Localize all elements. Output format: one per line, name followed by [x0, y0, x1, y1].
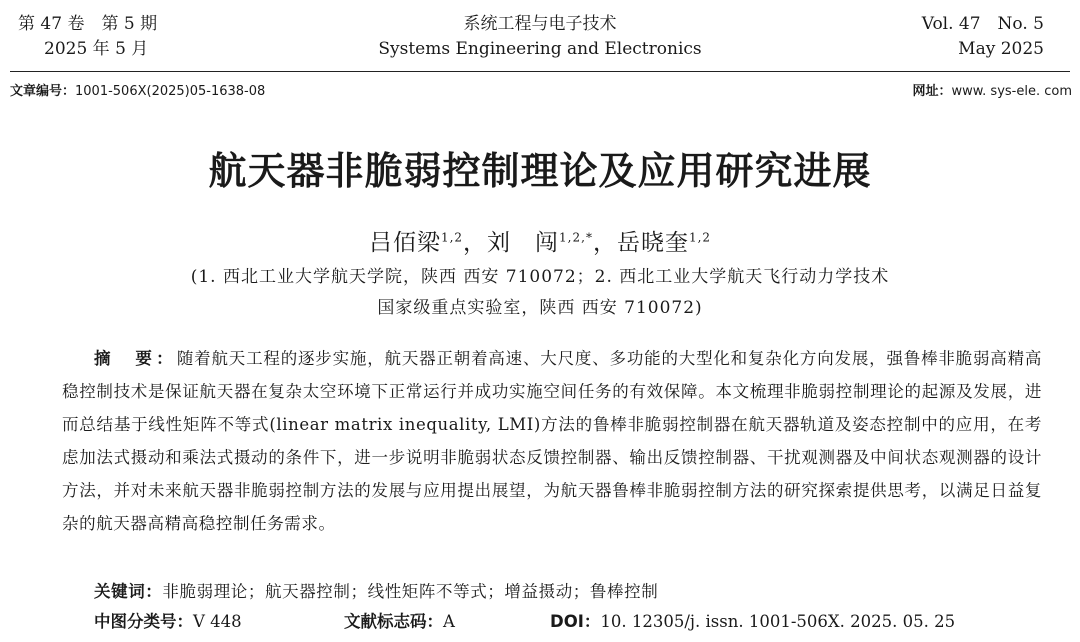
- journal-name-en: Systems Engineering and Electronics: [378, 39, 702, 59]
- document-code-value: A: [443, 612, 455, 631]
- article-number-value: 1001-506X(2025)05-1638-08: [75, 84, 266, 99]
- website-label: 网址：: [912, 84, 952, 99]
- doi: [550, 608, 955, 632]
- doi-label: DOI：: [550, 612, 601, 631]
- document-code-label: 文献标志码：: [344, 612, 443, 631]
- website: [912, 80, 1072, 99]
- paper-title: 航天器非脆弱控制理论及应用研究进展: [208, 149, 872, 193]
- keywords-text: 非脆弱理论；航天器控制；线性矩阵不等式；增益摄动；鲁棒控制: [162, 582, 659, 601]
- classification-number: [94, 608, 242, 632]
- author-affiliation-mark: 1,2: [440, 230, 464, 245]
- article-number-label: 文章编号：: [10, 84, 76, 99]
- classification-label: 中图分类号：: [94, 612, 193, 631]
- author-name: 岳晓奎: [616, 230, 689, 256]
- date-cn: 2025 年 5 月: [44, 39, 149, 59]
- issue-info-cn: [18, 12, 157, 62]
- document-code: [344, 608, 455, 632]
- author-affiliation-mark: 1,2: [688, 230, 712, 245]
- abstract-label: 摘 要：: [94, 349, 177, 368]
- journal-name-cn: 系统工程与电子技术: [463, 14, 617, 34]
- classification-value: V 448: [193, 612, 242, 631]
- affiliation-line-1: (1. 西北工业大学航天学院，陕西 西安 710072；2. 西北工业大学航天飞行动力学技术: [190, 267, 890, 287]
- header-rule: [10, 71, 1070, 72]
- journal-name: [0, 12, 1080, 62]
- author-name: 吕佰梁: [368, 230, 441, 256]
- author-list: 吕佰梁$^{1,2}$，刘 闯$^{1,2,*}$，岳晓奎$^{1,2}$: [368, 230, 712, 256]
- affiliation-line-2: 国家级重点实验室，陕西 西安 710072): [377, 298, 703, 318]
- author-affiliation-mark: 1,2,*: [559, 230, 593, 245]
- website-url[interactable]: www. sys-ele. com: [951, 84, 1072, 99]
- keywords: [94, 578, 658, 602]
- volume-issue-en: Vol. 47 No. 5: [921, 14, 1044, 34]
- keywords-label: 关键词：: [94, 582, 163, 601]
- abstract-text: 随着航天工程的逐步实施，航天器正朝着高速、大尺度、多功能的大型化和复杂化方向发展，强鲁棒非脆弱高精高稳控制技术是保证航天器在复杂太空环境下正常运行并成功实施空间任务的有效保障。本文梳理非脆弱控制理论的起源及发展，进而总结基于线性矩阵不等式(linear matrix inequality, LMI)方法的鲁棒非脆弱控制器在航天器轨道及姿态控制中的应用，在考虑加法式摄动和乘法式摄动的条件下，进一步说明非脆弱状态反馈控制器、输出反馈控制器、干扰观测器及中间状态观测器的设计方法，并对未来航天器非脆弱控制方法的发展与应用提出展望，为航天器鲁棒非脆弱控制方法的研究探索提供思考，以满足日益复杂的航天器高精高稳控制任务需求。: [62, 349, 1043, 533]
- article-number: [10, 80, 265, 99]
- date-en: May 2025: [958, 39, 1044, 59]
- doi-value[interactable]: 10. 12305/j. issn. 1001-506X. 2025. 05. 25: [600, 612, 956, 631]
- abstract: [62, 342, 1042, 540]
- author-name: 刘 闯: [487, 230, 560, 256]
- issue-info-en: [922, 12, 1044, 62]
- volume-issue-cn: 第 47 卷 第 5 期: [18, 14, 158, 34]
